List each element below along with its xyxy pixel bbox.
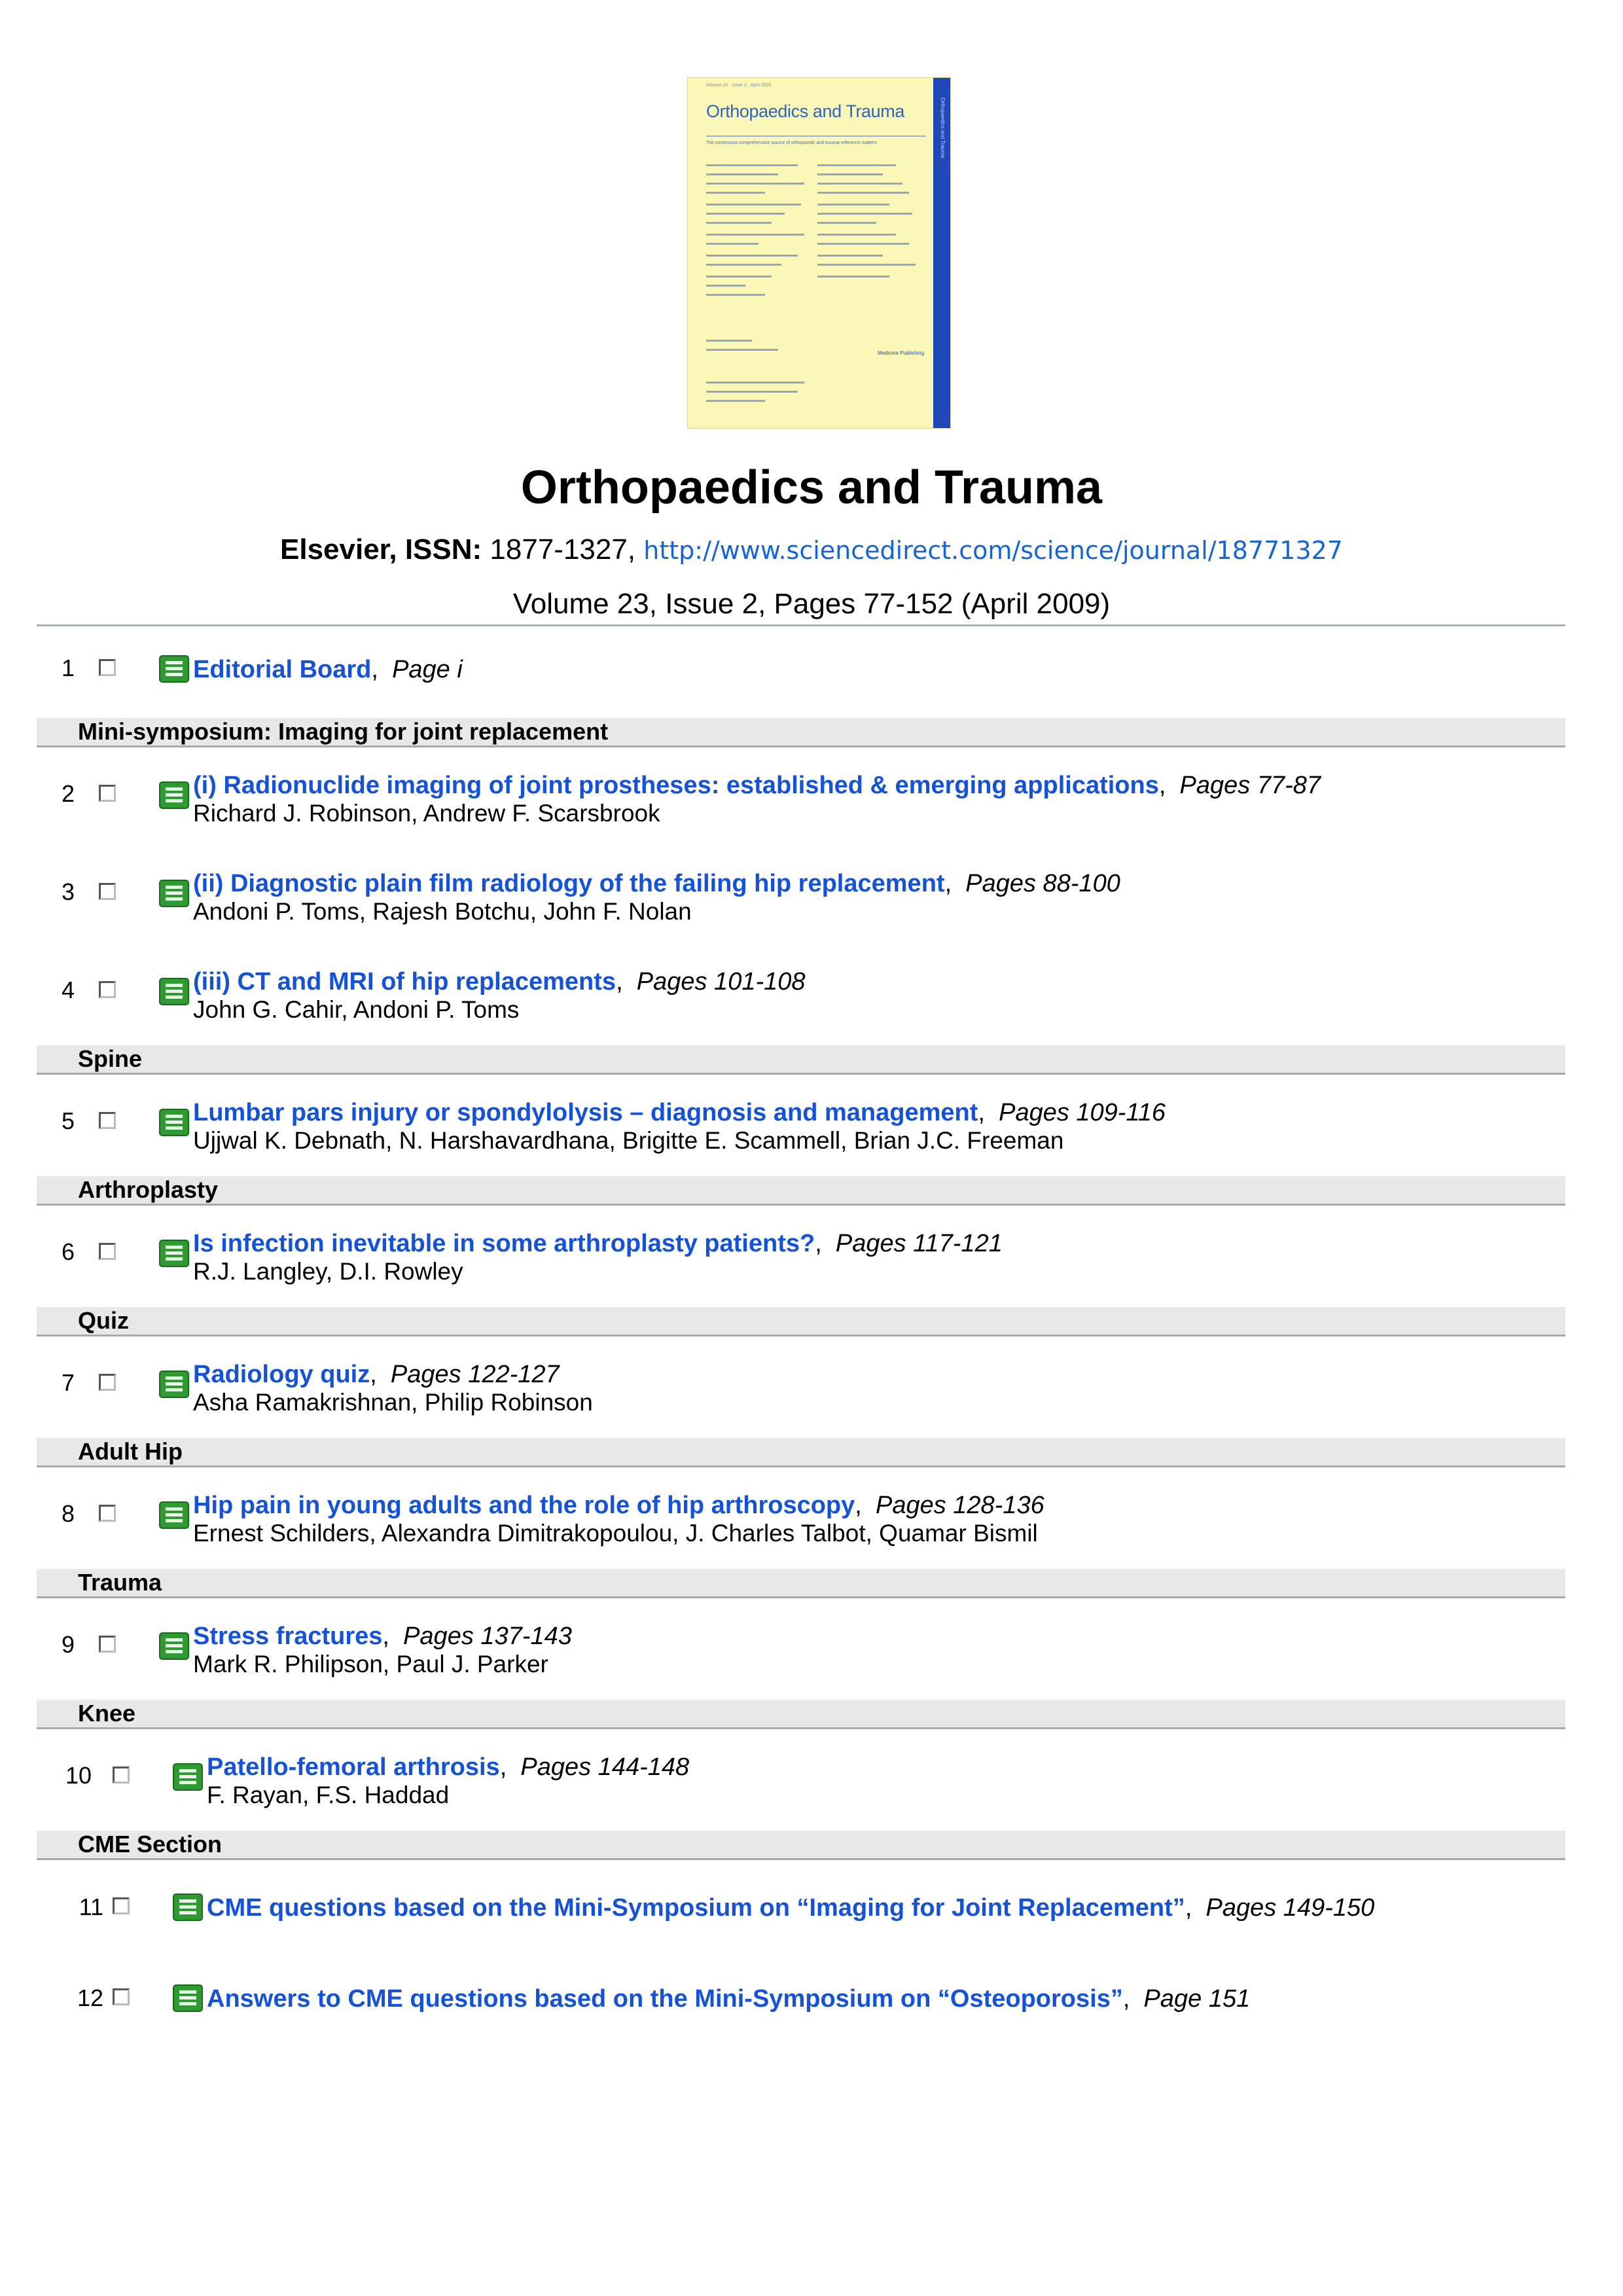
publisher-label: Elsevier, ISSN: [280,533,482,565]
document-icon[interactable] [159,880,189,907]
page-range: Pages 149-150 [1205,1894,1375,1922]
document-icon[interactable] [159,1501,189,1529]
select-checkbox[interactable] [99,659,116,676]
section-header [37,1307,1565,1336]
article-title-link[interactable]: Patello-femoral arthrosis [207,1753,500,1781]
select-checkbox[interactable] [113,1988,130,2005]
cover-rule [706,135,926,137]
entry-authors: Andoni P. Toms, Rajesh Botchu, John F. Nolan [193,898,692,925]
cover-publisher-logo: Medicine Publishing [878,350,925,356]
entry-number: 1 [61,655,75,681]
entry-title-line: Stress fractures, Pages 137-143 [193,1623,572,1650]
section-header [37,1831,1565,1860]
page-range: Pages 109-116 [999,1099,1166,1126]
publisher-line [0,531,1623,569]
entry-authors: R.J. Langley, D.I. Rowley [193,1258,463,1285]
section-label: CME Section [78,1831,223,1857]
select-checkbox[interactable] [99,981,116,998]
entry-number: 12 [77,1984,103,2011]
select-checkbox[interactable] [113,1897,130,1914]
entry-number: 7 [61,1369,75,1396]
document-icon[interactable] [159,978,189,1005]
section-label: Arthroplasty [78,1176,219,1203]
page-range: Pages 137-143 [403,1623,572,1650]
entry-title-line: Answers to CME questions based on the Mini-Symposium on “Osteoporosis”, Page 151 [207,1985,1251,2013]
section-label: Spine [78,1045,143,1072]
section-label: Knee [78,1700,136,1727]
cover-spine-text: Orthopaedics and Trauma [940,98,946,158]
entry-number: 2 [61,780,75,807]
document-icon[interactable] [159,1240,189,1267]
entry-authors: F. Rayan, F.S. Haddad [207,1782,450,1808]
section-header [37,1176,1565,1206]
document-icon[interactable] [173,1984,203,2012]
entry-title-line: (iii) CT and MRI of hip replacements, Pages 101-108 [193,968,806,996]
cover-top-line: Volume 23 · Issue 2 · April 2009 [706,83,772,88]
section-header [37,1569,1565,1598]
article-title-link[interactable]: Lumbar pars injury or spondylolysis – diagnosis and management [193,1099,978,1126]
entry-number: 6 [61,1238,75,1265]
cover-contents-lines [706,164,929,361]
header-divider [37,624,1565,626]
select-checkbox[interactable] [99,1374,116,1391]
entry-authors: Ernest Schilders, Alexandra Dimitrakopoulou, J. Charles Talbot, Quamar Bismil [193,1520,1038,1547]
page-range: Pages 101-108 [636,968,806,996]
article-title-link[interactable]: Hip pain in young adults and the role of hip arthroscopy [193,1492,855,1519]
entry-title-line: (i) Radionuclide imaging of joint prostheses: established & emerging applications, Pages 77-87 [193,772,1321,799]
document-icon[interactable] [159,1632,189,1660]
page-range: Pages 88-100 [965,870,1120,897]
journal-cover-image [687,77,951,429]
select-checkbox[interactable] [113,1767,130,1784]
entry-title-line: Lumbar pars injury or spondylolysis – diagnosis and management, Pages 109-116 [193,1099,1166,1126]
section-label: Mini-symposium: Imaging for joint replacement [78,718,609,745]
section-header [37,1700,1565,1729]
cover-subtitle: The continuous comprehensive source of orthopaedic and trauma reference matters [706,141,877,145]
document-icon[interactable] [159,1371,189,1398]
entry-title-line: Radiology quiz, Pages 122-127 [193,1361,560,1388]
section-header [37,1045,1565,1075]
article-title-link[interactable]: (ii) Diagnostic plain film radiology of the failing hip replacement [193,870,945,897]
select-checkbox[interactable] [99,785,116,802]
entry-title-line: Is infection inevitable in some arthroplasty patients?, Pages 117-121 [193,1230,1003,1257]
entry-title-line: Editorial Board, Page i [193,656,463,683]
page-range: Pages 77-87 [1179,772,1321,799]
article-title-link[interactable]: Stress fractures [193,1623,383,1650]
select-checkbox[interactable] [99,1505,116,1522]
select-checkbox[interactable] [99,1112,116,1129]
entry-number: 10 [65,1762,92,1789]
article-title-link[interactable]: Answers to CME questions based on the Mini-Symposium on “Osteoporosis” [207,1985,1123,2013]
journal-url-link[interactable]: http://www.sciencedirect.com/science/journal/18771327 [643,536,1343,565]
volume-line: Volume 23, Issue 2, Pages 77-152 (April 2009) [512,588,1111,620]
document-icon[interactable] [159,1109,189,1136]
page-range: Pages 128-136 [875,1492,1044,1519]
entry-number: 3 [61,878,75,905]
document-icon[interactable] [159,655,189,683]
section-label: Adult Hip [78,1438,183,1465]
page-range: Pages 144-148 [520,1753,690,1781]
entry-number: 11 [79,1893,103,1920]
section-label: Trauma [78,1569,162,1596]
select-checkbox[interactable] [99,1636,116,1653]
entry-title-line: CME questions based on the Mini-Symposium on “Imaging for Joint Replacement”, Pages 149-150 [207,1894,1375,1922]
entry-number: 4 [61,977,75,1003]
article-title-link[interactable]: Radiology quiz [193,1361,370,1388]
section-header [37,1438,1565,1467]
entry-title-line: Patello-femoral arthrosis, Pages 144-148 [207,1753,690,1781]
article-title-link[interactable]: (iii) CT and MRI of hip replacements [193,968,616,996]
document-icon[interactable] [173,1763,203,1791]
page-range: Pages 122-127 [390,1361,560,1388]
entry-number: 9 [61,1631,75,1658]
article-title-link[interactable]: Editorial Board [193,656,372,683]
entry-authors: Ujjwal K. Debnath, N. Harshavardhana, Brigitte E. Scammell, Brian J.C. Freeman [193,1127,1064,1154]
article-title-link[interactable]: Is infection inevitable in some arthroplasty patients? [193,1230,815,1257]
journal-title: Orthopaedics and Trauma [520,461,1103,514]
section-label: Quiz [78,1307,129,1334]
select-checkbox[interactable] [99,1243,116,1260]
article-title-link[interactable]: CME questions based on the Mini-Symposium on “Imaging for Joint Replacement” [207,1894,1185,1922]
document-icon[interactable] [159,781,189,809]
entry-authors: John G. Cahir, Andoni P. Toms [193,996,520,1023]
entry-authors: Mark R. Philipson, Paul J. Parker [193,1651,548,1677]
section-header [37,718,1565,747]
entry-authors: Asha Ramakrishnan, Philip Robinson [193,1389,593,1416]
entry-title-line: (ii) Diagnostic plain film radiology of the failing hip replacement, Pages 88-100 [193,870,1120,897]
document-icon[interactable] [173,1893,203,1921]
cover-title: Orthopaedics and Trauma [706,101,904,121]
entry-title-line: Hip pain in young adults and the role of hip arthroscopy, Pages 128-136 [193,1492,1044,1519]
entry-authors: Richard J. Robinson, Andrew F. Scarsbrook [193,800,660,827]
page-range: Page 151 [1143,1985,1251,2013]
cover-spine [933,78,950,428]
entry-number: 8 [61,1500,75,1527]
issn-value: 1877-1327, [490,533,636,565]
page-range: Pages 117-121 [835,1230,1003,1257]
select-checkbox[interactable] [99,883,116,900]
article-title-link[interactable]: (i) Radionuclide imaging of joint prostheses: established & emerging applications [193,772,1159,799]
page-range: Page i [392,656,463,683]
entry-number: 5 [61,1107,75,1134]
